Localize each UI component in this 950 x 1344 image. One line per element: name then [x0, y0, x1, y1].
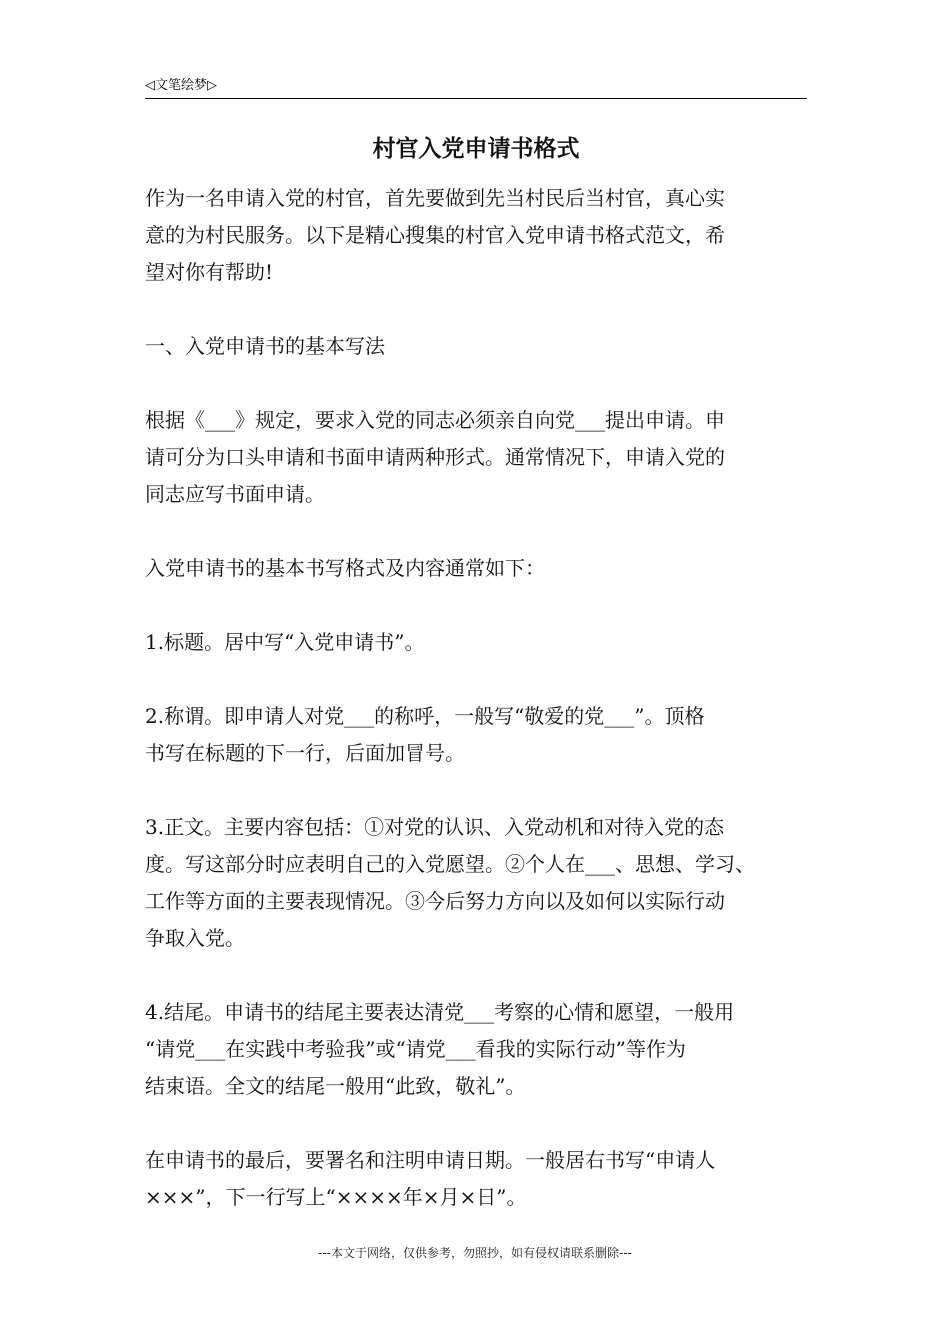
text-line: “请党___在实践中考验我”或“请党___看我的实际行动”等作为: [145, 1037, 686, 1061]
text-line: 在申请书的最后，要署名和注明申请日期。一般居右书写“申请人: [145, 1148, 716, 1172]
list-item-body: [145, 809, 815, 957]
text-line: 工作等方面的主要表现情况。③今后努力方向以及如何以实际行动: [145, 889, 725, 913]
list-item-salutation: [145, 698, 815, 772]
text-line: 1.标题。居中写“入党申请书”。: [145, 630, 425, 654]
text-line: 入党申请书的基本书写格式及内容通常如下：: [145, 556, 545, 580]
text-line: ×××”，下一行写上“××××年×月×日”。: [145, 1185, 527, 1209]
list-item-title: [145, 624, 815, 661]
text-line: 4.结尾。申请书的结尾主要表达清党___考察的心情和愿望，一般用: [145, 1000, 735, 1024]
list-item-ending: [145, 994, 815, 1105]
text-line: 意的为村民服务。以下是精心搜集的村官入党申请书格式范文，希: [145, 223, 725, 247]
signature-paragraph: [145, 1142, 815, 1216]
page-header: [145, 72, 807, 99]
text-line: 作为一名申请入党的村官，首先要做到先当村民后当村官，真心实: [145, 186, 725, 210]
text-line: 书写在标题的下一行，后面加冒号。: [145, 741, 465, 765]
text-line: 结束语。全文的结尾一般用“此致，敬礼”。: [145, 1074, 526, 1098]
header-brand-text: ◁文笔绘梦▷: [145, 78, 217, 93]
page-footer-disclaimer: ---本文于网络，仅供参考，勿照抄，如有侵权请联系删除---: [318, 1246, 632, 1260]
text-line: 2.称谓。即申请人对党___的称呼，一般写“敬爱的党___”。顶格: [145, 704, 705, 728]
text-line: 一、入党申请书的基本写法: [145, 334, 385, 358]
text-line: 3.正文。主要内容包括：①对党的认识、入党动机和对待入党的态: [145, 815, 725, 839]
text-line: 同志应写书面申请。: [145, 482, 325, 506]
text-line: 争取入党。: [145, 926, 245, 950]
section-heading: [145, 328, 815, 365]
body-paragraph: [145, 402, 815, 513]
text-line: 根据《___》规定，要求入党的同志必须亲自向党___提出申请。申: [145, 408, 725, 432]
text-line: 请可分为口头申请和书面申请两种形式。通常情况下，申请入党的: [145, 445, 725, 469]
text-line: 度。写这部分时应表明自己的入党愿望。②个人在___、思想、学习、: [145, 852, 755, 876]
document-body: [145, 180, 815, 1253]
text-line: 望对你有帮助!: [145, 260, 274, 284]
document-title: 村官入党申请书格式: [372, 136, 580, 162]
body-paragraph: [145, 550, 815, 587]
intro-paragraph: [145, 180, 815, 291]
